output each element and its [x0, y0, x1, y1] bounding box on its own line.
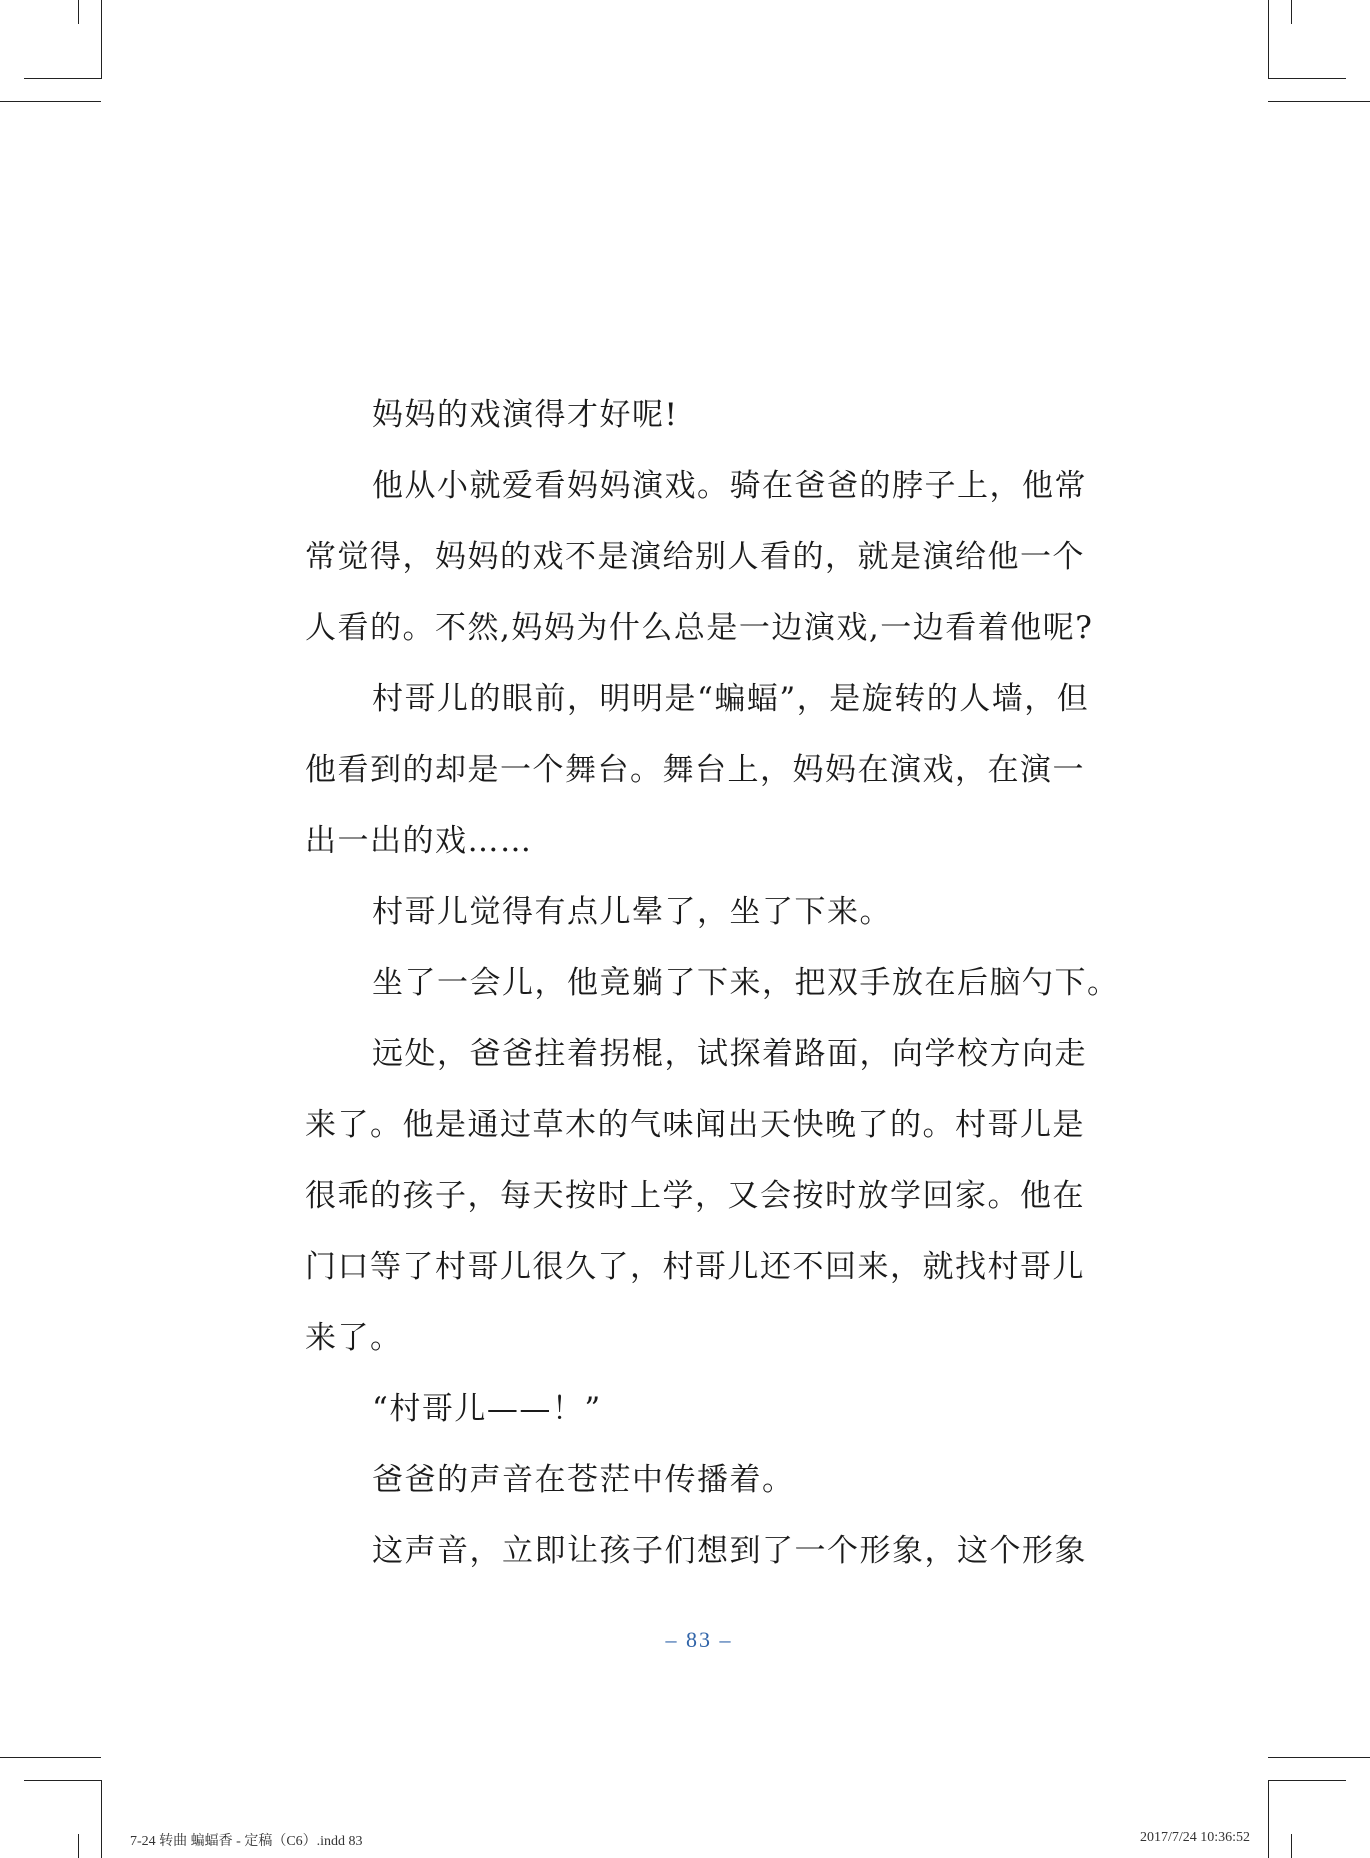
- crop-mark-top-left-outer-h: [0, 101, 101, 102]
- paragraph-line: 他从小就爱看妈妈演戏。骑在爸爸的脖子上，他常: [372, 468, 1087, 504]
- crop-mark-top-left-horizontal: [24, 78, 102, 79]
- crop-mark-bottom-left-vertical: [101, 1780, 102, 1858]
- crop-mark-bottom-right-horizontal: [1268, 1780, 1346, 1781]
- crop-mark-top-right-outer-v: [1291, 0, 1292, 24]
- paragraph-line: 这声音，立即让孩子们想到了一个形象，这个形象: [372, 1533, 1087, 1569]
- crop-mark-bottom-left-outer-v: [78, 1834, 79, 1858]
- paragraph-line: 村哥儿觉得有点儿晕了，坐了下来。: [372, 894, 892, 930]
- paragraph-line: 门口等了村哥儿很久了，村哥儿还不回来，就找村哥儿: [305, 1249, 1085, 1285]
- crop-mark-bottom-right-outer-h: [1268, 1757, 1370, 1758]
- footer-file-slug: 7-24 转曲 蝙蝠香 - 定稿（C6）.indd 83: [130, 1834, 363, 1849]
- footer-timestamp: 2017/7/24 10:36:52: [1139, 1830, 1250, 1845]
- crop-mark-top-left-outer-v: [78, 0, 79, 24]
- paragraph-line: “村哥儿——！”: [372, 1391, 602, 1427]
- paragraph-line: 出一出的戏……: [305, 823, 533, 859]
- crop-mark-bottom-left-outer-h: [0, 1757, 101, 1758]
- paragraph-line: 妈妈的戏演得才好呢!: [372, 397, 679, 433]
- crop-mark-top-right-horizontal: [1268, 78, 1346, 79]
- paragraph-line: 常觉得，妈妈的戏不是演给别人看的，就是演给他一个: [305, 539, 1085, 575]
- paragraph-line: 来了。他是通过草木的气味闻出天快晚了的。村哥儿是: [305, 1107, 1085, 1143]
- paragraph-line: 人看的。不然,妈妈为什么总是一边演戏,一边看着他呢?: [305, 610, 1094, 646]
- paragraph-line: 来了。: [305, 1320, 403, 1356]
- crop-mark-bottom-left-horizontal: [24, 1780, 102, 1781]
- paragraph-line: 坐了一会儿，他竟躺了下来，把双手放在后脑勺下。: [372, 965, 1120, 1001]
- paragraph-line: 远处，爸爸拄着拐棍，试探着路面，向学校方向走: [372, 1036, 1087, 1072]
- paragraph-line: 村哥儿的眼前，明明是“蝙蝠”，是旋转的人墙，但: [372, 681, 1090, 717]
- page-number: – 83 –: [665, 1627, 733, 1652]
- crop-mark-bottom-right-vertical: [1268, 1780, 1269, 1858]
- paragraph-line: 爸爸的声音在苍茫中传播着。: [372, 1462, 795, 1498]
- paragraph-line: 他看到的却是一个舞台。舞台上，妈妈在演戏，在演一: [305, 752, 1085, 788]
- crop-mark-bottom-right-outer-v: [1291, 1834, 1292, 1858]
- paragraph-line: 很乖的孩子，每天按时上学，又会按时放学回家。他在: [305, 1178, 1085, 1214]
- crop-mark-top-left-vertical: [101, 0, 102, 78]
- crop-mark-top-right-outer-h: [1268, 101, 1370, 102]
- crop-mark-top-right-vertical: [1268, 0, 1269, 78]
